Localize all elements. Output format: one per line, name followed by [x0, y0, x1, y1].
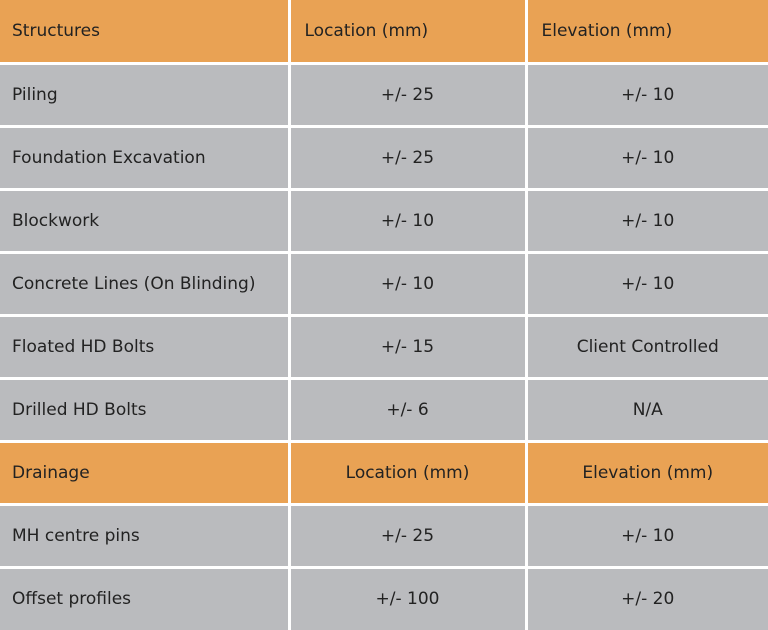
- location-cell: +/- 25: [289, 504, 526, 567]
- drainage-name-cell: Offset profiles: [0, 567, 289, 630]
- table-row: [0, 252, 768, 315]
- table-row: [0, 63, 768, 126]
- elevation-cell: Client Controlled: [526, 315, 768, 378]
- header-cell: Drainage: [0, 441, 289, 504]
- structures-header-row: [0, 0, 768, 63]
- table-row: [0, 126, 768, 189]
- drainage-header-row: [0, 441, 768, 504]
- structure-name-cell: Foundation Excavation: [0, 126, 289, 189]
- location-cell: +/- 25: [289, 126, 526, 189]
- elevation-cell: N/A: [526, 378, 768, 441]
- table-row: [0, 315, 768, 378]
- structure-name-cell: Floated HD Bolts: [0, 315, 289, 378]
- location-cell: +/- 10: [289, 189, 526, 252]
- table-row: [0, 504, 768, 567]
- structure-name-cell: Blockwork: [0, 189, 289, 252]
- location-cell: +/- 6: [289, 378, 526, 441]
- structure-name-cell: Piling: [0, 63, 289, 126]
- table-row: [0, 567, 768, 630]
- structure-name-cell: Drilled HD Bolts: [0, 378, 289, 441]
- elevation-cell: +/- 10: [526, 189, 768, 252]
- elevation-cell: +/- 10: [526, 504, 768, 567]
- header-cell: Structures: [0, 0, 289, 63]
- header-cell: Elevation (mm): [526, 0, 768, 63]
- header-cell: Location (mm): [289, 0, 526, 63]
- drainage-name-cell: MH centre pins: [0, 504, 289, 567]
- header-cell: Elevation (mm): [526, 441, 768, 504]
- elevation-cell: +/- 10: [526, 63, 768, 126]
- elevation-cell: +/- 10: [526, 126, 768, 189]
- location-cell: +/- 25: [289, 63, 526, 126]
- location-cell: +/- 100: [289, 567, 526, 630]
- table-row: [0, 378, 768, 441]
- location-cell: +/- 10: [289, 252, 526, 315]
- table-row: [0, 189, 768, 252]
- location-cell: +/- 15: [289, 315, 526, 378]
- header-cell: Location (mm): [289, 441, 526, 504]
- structure-name-cell: Concrete Lines (On Blinding): [0, 252, 289, 315]
- elevation-cell: +/- 20: [526, 567, 768, 630]
- elevation-cell: +/- 10: [526, 252, 768, 315]
